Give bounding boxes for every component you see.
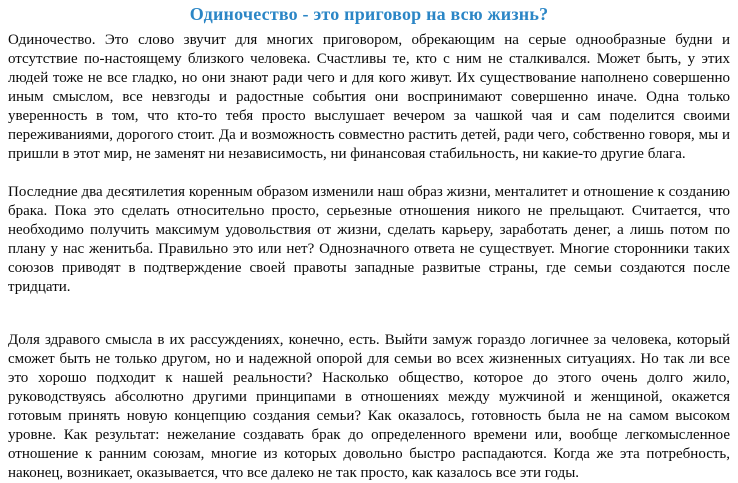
page-title: Одиночество - это приговор на всю жизнь? — [189, 4, 549, 24]
paragraph-1: Одиночество. Это слово звучит для многих приговором, обрекающим на серые однообразные будни и отсутствие по-настоящему близкого человека. Счастливы те, кто с ним не сталкивался. Может быть, у этих людей тоже не все гладко, но они знают ради чего и для кого живут. Их существование наполнено совершенно иным смыслом, все невзгоды и радостные события они воспринимают совершенно иначе. Одна только уверенность в том, что кто-то тебя просто выслушает вечером за чашкой чая и сам поделится своими переживаниями, дорогого стоит. Да и возможность совместно растить детей, ради чего, собственно говоря, мы и пришли в этот мир, не заменят ни независимость, ни финансовая стабильность, ни какие-то другие блага. — [8, 32, 730, 162]
paragraph-2: Последние два десятилетия коренным образом изменили наш образ жизни, менталитет и отношение к созданию брака. Пока это сделать относительно просто, серьезные отношения никого не прельщают. Считается, что необходимо получить максимум удовольствия от жизни, сделать карьеру, заработать денег, а лишь потом по плану у нас женитьба. Правильно это или нет? Однозначного ответа не существует. Многие сторонники таких союзов приводят в подтверждение своей правоты западные развитые страны, где семьи создаются после тридцати. — [8, 184, 730, 295]
paragraph-3: Доля здравого смысла в их рассуждениях, конечно, есть. Выйти замуж гораздо логичнее за человека, который сможет быть не только другом, но и надежной опорой для семьи во всех жизненных ситуациях. Но так ли все это хорошо подходит к нашей реальности? Насколько общество, которое до этого очень долго жило, руководствуясь абсолютно другими принципами в отношениях между мужчиной и женщиной, окажется готовым принять новую концепцию создания семьи? Как оказалось, готовность была не на самом высоком уровне. Как результат: нежелание создавать брак до определенного времени или, вообще легкомысленное отношение к ранним союзам, многие из которых довольно быстро распадаются. Когда же эта потребность, наконец, возникает, оказывается, что все далеко не так просто, как казалось все эти годы. — [8, 332, 730, 481]
